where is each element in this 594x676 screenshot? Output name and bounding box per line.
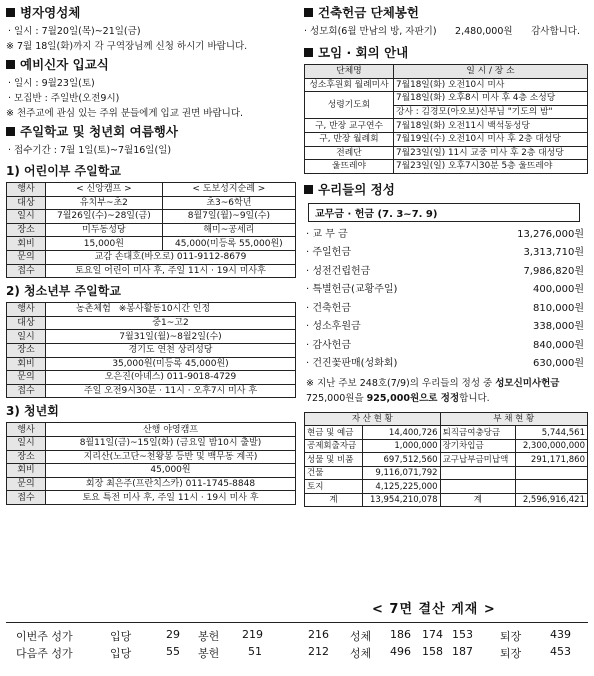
table-cell: 성물 및 비품 xyxy=(305,453,363,467)
table-cell: 장기차입금 xyxy=(440,439,516,453)
table-row xyxy=(7,464,296,478)
row-header: 장소 xyxy=(7,343,46,357)
hymn-label: 봉헌 xyxy=(198,647,220,660)
table-cell: 구, 반장 월례회 xyxy=(305,132,394,146)
hymn-row-this-week xyxy=(16,628,582,645)
column-header: 부 채 현 황 xyxy=(440,412,587,426)
table-cell: 15,000원 xyxy=(46,237,163,251)
young-adults-event-table xyxy=(6,422,296,505)
table-cell: 주일 오전9시30분 · 11시 · 오후7시 미사 후 xyxy=(46,384,296,398)
table-cell: 농촌체험 ※봉사활동10시간 인정 xyxy=(46,303,296,317)
row-header: 회비 xyxy=(7,464,46,478)
table-cell: 중1~고2 xyxy=(46,316,296,330)
subsection-title-young-adults: 3) 청년회 xyxy=(6,404,59,419)
hymn-label: 봉헌 xyxy=(198,630,220,643)
section-title-catechumen: 예비신자 입교식 xyxy=(6,55,296,73)
table-cell: 미두동성당 xyxy=(46,223,163,237)
table-cell: 성소후원회 월례미사 xyxy=(305,78,394,92)
list-item: · 특별헌금(교황주일) 400,000원 xyxy=(306,284,584,296)
table-cell: 7월23일(일) 오후7시30분 5층 울뜨레야 xyxy=(394,160,588,174)
list-item: · 성소후원금 338,000원 xyxy=(306,321,584,333)
table-cell: 토요일 어린이 미사 후, 주일 11시 · 19시 미사후 xyxy=(46,264,296,278)
hymn-label: 입당 xyxy=(110,630,132,643)
list-item: · 건진꽃판매(성화회) 630,000원 xyxy=(306,358,584,370)
table-cell xyxy=(516,466,588,480)
table-row xyxy=(305,132,588,146)
hymn-label: 퇴장 xyxy=(500,630,522,643)
table-cell: 교감 손대호(바오로) 011-9112-8679 xyxy=(46,250,296,264)
table-row xyxy=(7,196,296,210)
table-row xyxy=(305,146,588,160)
column-header: 단체명 xyxy=(305,65,394,79)
table-cell: 7월18일(화) 오전10시 미사 xyxy=(394,78,588,92)
table-row xyxy=(7,303,296,317)
table-cell xyxy=(440,480,516,494)
table-row xyxy=(7,450,296,464)
table-cell: 7월23일(일) 11시 교중 미사 후 2층 대성당 xyxy=(394,146,588,160)
hymn-label: 입당 xyxy=(110,647,132,660)
table-cell: 2,596,916,421 xyxy=(516,493,588,507)
table-cell: 토지 xyxy=(305,480,363,494)
table-cell: 45,000원 xyxy=(46,464,296,478)
info-line: · 성모회(6월 만남의 방, 자판기) 2,480,000원 감사합니다. xyxy=(304,26,580,37)
divider xyxy=(6,622,588,623)
row-header: 대상 xyxy=(7,196,46,210)
subsection-title-youth: 2) 청소년부 주일학교 xyxy=(6,284,121,299)
list-item: · 감사헌금 840,000원 xyxy=(306,339,584,351)
row-header: 접수 xyxy=(7,264,46,278)
table-cell: 현금 및 예금 xyxy=(305,426,363,440)
children-event-table xyxy=(6,182,296,278)
table-cell: 7월18일(화) 오후8시 미사 후 4층 소성당 xyxy=(394,92,588,106)
section-title-summer-events: 주일학교 및 청년회 여름행사 xyxy=(6,122,296,140)
table-row xyxy=(7,343,296,357)
section-title-offerings: 우리들의 정성 xyxy=(304,180,588,198)
table-row xyxy=(7,210,296,224)
table-cell: 전례단 xyxy=(305,146,394,160)
section-title-building-fund: 건축헌금 단체봉헌 xyxy=(304,3,588,21)
table-cell: 경기도 연천 상리성당 xyxy=(46,343,296,357)
table-row xyxy=(305,119,588,133)
table-row xyxy=(7,264,296,278)
table-cell: 7월19일(수) 오전10시 미사 후 2층 대성당 xyxy=(394,132,588,146)
table-cell: < 도보성지순례 > xyxy=(162,183,295,197)
table-cell: 계 xyxy=(440,493,516,507)
table-cell: 2,300,000,000 xyxy=(516,439,588,453)
table-cell: 7월18일(화) 오전11시 백석동성당 xyxy=(394,119,588,133)
hymn-numbers xyxy=(16,628,582,662)
hymn-label: 퇴장 xyxy=(500,647,522,660)
row-header: 일시 xyxy=(7,210,46,224)
table-cell: 구, 반장 교구연수 xyxy=(305,119,394,133)
hymn-row-label: 이번주 성가 xyxy=(16,630,73,643)
offering-list xyxy=(304,226,588,374)
table-row xyxy=(7,357,296,371)
hymn-number: 453 xyxy=(550,645,571,658)
table-cell: 8월7일(월)~9일(수) xyxy=(162,210,295,224)
row-header: 문의 xyxy=(7,371,46,385)
table-cell: 해미~공세리 xyxy=(162,223,295,237)
table-row xyxy=(7,316,296,330)
table-cell: 5,744,561 xyxy=(516,426,588,440)
table-cell: 7월26일(수)~28일(금) xyxy=(46,210,163,224)
row-header: 장소 xyxy=(7,450,46,464)
table-cell: < 신앙캠프 > xyxy=(46,183,163,197)
row-header: 접수 xyxy=(7,384,46,398)
table-cell: 토요 특전 미사 후, 주일 11시 · 19시 미사 후 xyxy=(46,491,296,505)
table-cell: 1,000,000 xyxy=(363,439,441,453)
hymn-number: 55 xyxy=(166,645,180,658)
table-cell: 울뜨레야 xyxy=(305,160,394,174)
table-row xyxy=(7,436,296,450)
row-header: 회비 xyxy=(7,237,46,251)
table-row xyxy=(7,223,296,237)
table-cell: 13,954,210,078 xyxy=(363,493,441,507)
square-bullet-icon xyxy=(304,185,313,194)
table-cell: 45,000(미등록 55,000원) xyxy=(162,237,295,251)
info-line: · 모집반 : 주일반(오전9시) xyxy=(8,93,120,104)
hymn-number: 216 xyxy=(308,628,329,641)
correction-note: ※ 지난 주보 248호(7/9)의 우리들의 정성 중 성모신미사헌금 725,000원을 925,000원으로 정정합니다. xyxy=(306,377,560,404)
info-line: · 일시 : 7월20일(목)~21일(금) xyxy=(8,26,141,37)
table-cell: 초3~6학년 xyxy=(162,196,295,210)
list-item: · 교 무 금 13,276,000원 xyxy=(306,228,584,240)
youth-event-table xyxy=(6,302,296,398)
table-row xyxy=(7,250,296,264)
settlement-notice: < 7면 결산 게재 > xyxy=(372,602,496,617)
table-header-row xyxy=(305,65,588,79)
row-header: 장소 xyxy=(7,223,46,237)
table-row xyxy=(305,466,588,480)
hymn-number: 29 xyxy=(166,628,180,641)
info-line: ※ 천주교에 관심 있는 주위 분들에게 입교 권면 바랍니다. xyxy=(6,108,244,119)
table-cell: 697,512,560 xyxy=(363,453,441,467)
table-cell: 14,400,726 xyxy=(363,426,441,440)
financial-status-table xyxy=(304,412,588,508)
hymn-label: 성체 xyxy=(350,630,372,643)
table-cell: 유치부~초2 xyxy=(46,196,163,210)
table-cell: 건물 xyxy=(305,466,363,480)
hymn-label: 성체 xyxy=(350,647,372,660)
row-header: 일시 xyxy=(7,436,46,450)
list-item: · 주일헌금 3,313,710원 xyxy=(306,247,584,259)
left-column xyxy=(6,2,296,505)
hymn-number: 186 xyxy=(390,628,411,641)
table-row xyxy=(305,92,588,106)
table-cell: 8월11일(금)~15일(화) (금요일 밤10시 출발) xyxy=(46,436,296,450)
table-row xyxy=(305,439,588,453)
hymn-number: 51 xyxy=(248,645,262,658)
list-item: · 성전건립헌금 7,986,820원 xyxy=(306,265,584,277)
hymn-number: 496 xyxy=(390,645,411,658)
hymn-number: 174 xyxy=(422,628,443,641)
row-header: 일시 xyxy=(7,330,46,344)
table-row xyxy=(305,493,588,507)
table-cell: 계 xyxy=(305,493,363,507)
row-header: 접수 xyxy=(7,491,46,505)
table-cell: 291,171,860 xyxy=(516,453,588,467)
square-bullet-icon xyxy=(304,48,313,57)
hymn-row-next-week xyxy=(16,645,582,662)
table-row xyxy=(305,480,588,494)
table-row xyxy=(305,426,588,440)
row-header: 행사 xyxy=(7,183,46,197)
row-header: 행사 xyxy=(7,303,46,317)
column-header: 자 산 현 황 xyxy=(305,412,441,426)
hymn-row-label: 다음주 성가 xyxy=(16,647,73,660)
table-cell: 성령기도회 xyxy=(305,92,394,119)
table-header-row xyxy=(305,412,588,426)
table-row xyxy=(7,423,296,437)
table-row xyxy=(305,453,588,467)
table-cell: 지리산(노고단~천왕봉 등반 및 백무동 계곡) xyxy=(46,450,296,464)
table-cell: 9,116,071,792 xyxy=(363,466,441,480)
table-cell: 회장 최은주(프란치스카) 011-1745-8848 xyxy=(46,477,296,491)
table-cell: 7월31일(월)~8월2일(수) xyxy=(46,330,296,344)
meetings-table xyxy=(304,64,588,174)
info-line: · 일시 : 9월23일(토) xyxy=(8,78,95,89)
hymn-number: 219 xyxy=(242,628,263,641)
list-item: · 건축헌금 810,000원 xyxy=(306,302,584,314)
row-header: 문의 xyxy=(7,250,46,264)
table-cell: 35,000원(미등록 45,000원) xyxy=(46,357,296,371)
table-row xyxy=(7,237,296,251)
info-line: ※ 7월 18일(화)까지 각 구역장님께 신청 하시기 바랍니다. xyxy=(6,41,248,52)
table-row xyxy=(7,477,296,491)
row-header: 회비 xyxy=(7,357,46,371)
hymn-number: 439 xyxy=(550,628,571,641)
offering-period-label: 교무금 · 헌금 (7. 3~7. 9) xyxy=(308,203,580,222)
table-row xyxy=(7,491,296,505)
table-cell xyxy=(516,480,588,494)
row-header: 행사 xyxy=(7,423,46,437)
table-cell: 강사 : 김경모(아오보)신부님 "기도의 밤" xyxy=(394,105,588,119)
row-header: 대상 xyxy=(7,316,46,330)
table-cell: 오은진(아녜스) 011-9018-4729 xyxy=(46,371,296,385)
table-cell xyxy=(440,466,516,480)
table-row xyxy=(7,330,296,344)
table-row xyxy=(7,183,296,197)
hymn-number: 212 xyxy=(308,645,329,658)
square-bullet-icon xyxy=(304,8,313,17)
hymn-number: 158 xyxy=(422,645,443,658)
square-bullet-icon xyxy=(6,8,15,17)
table-cell: 산행 야영캠프 xyxy=(46,423,296,437)
right-column xyxy=(304,2,588,507)
info-line: · 접수기간 : 7월 1일(토)~7월16일(일) xyxy=(8,145,172,156)
section-title-meetings: 모임 · 회의 안내 xyxy=(304,43,588,61)
square-bullet-icon xyxy=(6,60,15,69)
hymn-number: 153 xyxy=(452,628,473,641)
table-row xyxy=(7,371,296,385)
column-header: 일 시 / 장 소 xyxy=(394,65,588,79)
table-row xyxy=(305,160,588,174)
table-cell: 4,125,225,000 xyxy=(363,480,441,494)
hymn-number: 187 xyxy=(452,645,473,658)
subsection-title-children: 1) 어린이부 주일학교 xyxy=(6,164,121,178)
square-bullet-icon xyxy=(6,127,15,136)
table-cell: 퇴직금여충당금 xyxy=(440,426,516,440)
table-row xyxy=(305,78,588,92)
table-row xyxy=(7,384,296,398)
table-cell: 교구납부금미납액 xyxy=(440,453,516,467)
table-cell: 공제회출자금 xyxy=(305,439,363,453)
row-header: 문의 xyxy=(7,477,46,491)
section-title-sick-communion: 병자영성체 xyxy=(6,3,296,21)
